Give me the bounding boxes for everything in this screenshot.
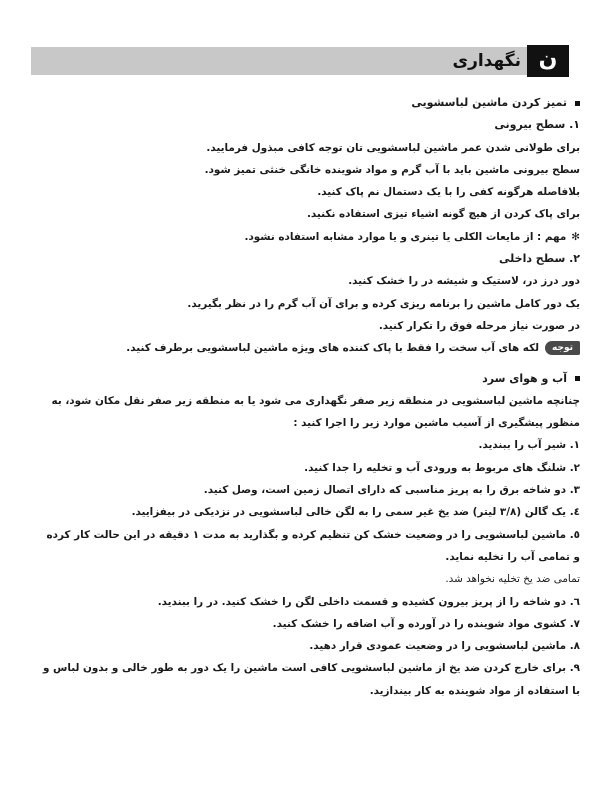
cold-section-title: آب و هوای سرد — [482, 371, 567, 385]
cold-section-heading — [40, 368, 580, 390]
step-item: ۲. شلنگ های مربوط به ورودی آب و تخلیه را جدا کنید. — [304, 461, 580, 474]
asterisk-icon: ✻ — [571, 230, 580, 243]
paragraph-line: سطح بیرونی ماشین باید با آب گرم و مواد شوینده خانگی خنثی تمیز شود. — [204, 163, 580, 176]
square-bullet-icon — [575, 101, 580, 106]
cold-intro-paragraph: چنانچه ماشین لباسشویی در منطقه زیر صفر نگهداری می شود یا به منطقه زیر صفر نقل مکان شود، به منظور پیشگیری از آسیب ماشین موارد زیر را اجرا کنید : — [51, 394, 580, 430]
cleaning-section-heading — [40, 92, 580, 114]
section-spacer — [40, 360, 580, 368]
page-title: نگهداری — [452, 51, 521, 71]
cleaning-section-title: تمیز کردن ماشین لباسشویی — [411, 96, 567, 109]
paragraph-line: در صورت نیاز مرحله فوق را تکرار کنید. — [378, 319, 580, 332]
step-item: ٦. دو شاخه را از پریز بیرون کشیده و قسمت داخلی لگن را خشک کنید. در را ببندید. — [157, 595, 580, 608]
antifreeze-note: تمامی ضد یخ تخلیه نخواهد شد. — [445, 573, 580, 586]
important-text: مهم : از مایعات الکلی یا تینری و یا موارد مشابه استفاده نشود. — [244, 230, 567, 243]
paragraph-line: دور درز در، لاستیک و شیشه در را خشک کنید. — [348, 275, 580, 288]
paragraph-line: برای پاک کردن از هیچ گونه اشیاء تیزی استفاده نکنید. — [306, 208, 580, 221]
note-callout — [40, 337, 580, 359]
paragraph-line: بلافاصله هرگونه کفی را با یک دستمال نم پاک کنید. — [317, 186, 580, 199]
chapter-letter-badge: ن — [527, 45, 569, 77]
interior-subheading: ۲. سطح داخلی — [499, 252, 580, 266]
section-header-bar — [31, 47, 569, 75]
exterior-subheading: ۱. سطح بیرونی — [494, 118, 580, 132]
paragraph-line: یک دور کامل ماشین را برنامه ریزی کرده و برای آن آب گرم را در نظر بگیرید. — [187, 297, 580, 310]
step-item: ۱. شیر آب را ببندید. — [478, 439, 580, 452]
important-warning — [40, 226, 580, 248]
step-item: ٤. یک گالن (۳/۸ لیتر) ضد یخ غیر سمی را به لگن خالی لباسشویی در نزدیکی در بیفزایید. — [131, 506, 580, 519]
step-item: ۳. دو شاخه برق را به پریز مناسبی که دارای اتصال زمین است، وصل کنید. — [203, 484, 580, 497]
step-item: ۷. کشوی مواد شوینده را در آورده و آب اضافه را خشک کنید. — [272, 617, 580, 630]
step-item: ۸. ماشین لباسشویی را در وضعیت عمودی قرار دهید. — [309, 640, 580, 653]
step-item: ۹. برای خارج کردن ضد یخ از ماشین لباسشویی کافی است ماشین را یک دور به طور خالی و بدون لباس و با استفاده از مواد شوینده به کار بیندازید. — [42, 662, 580, 697]
note-badge: توجه — [545, 341, 580, 355]
page-content — [40, 92, 580, 702]
step-item: ٥. ماشین لباسشویی را در وضعیت خشک کن تنظیم کرده و بگذارید به مدت ۱ دقیقه در این حالت کار کرده و تمامی آب را تخلیه نماید. — [46, 528, 580, 563]
paragraph-line: برای طولانی شدن عمر ماشین لباسشویی تان توجه کافی مبذول فرمایید. — [206, 141, 580, 154]
square-bullet-icon — [575, 376, 580, 381]
note-text: لکه های آب سخت را فقط با پاک کننده های ویژه ماشین لباسشویی برطرف کنید. — [126, 342, 540, 355]
